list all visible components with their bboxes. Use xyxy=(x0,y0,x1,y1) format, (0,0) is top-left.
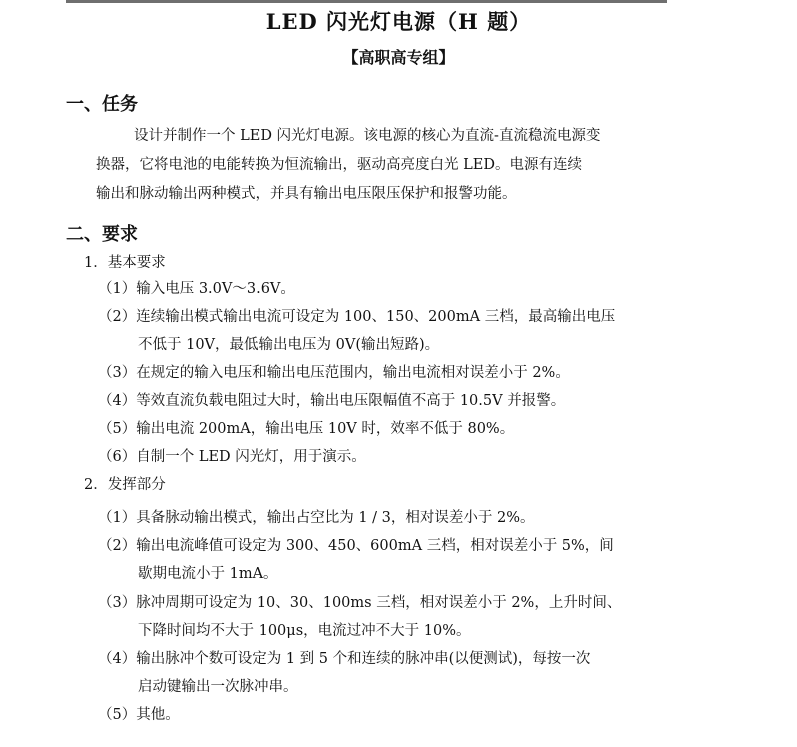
basic-item-2: （2）连续输出模式输出电流可设定为 100、150、200mA 三档，最高输出电压 xyxy=(98,309,616,325)
extended-item-4: （4）输出脉冲个数可设定为 1 到 5 个和连续的脉冲串(以便测试)，每按一次 xyxy=(98,651,591,667)
basic-item-1: （1）输入电压 3.0V～3.6V。 xyxy=(98,281,295,297)
task-line-1: 设计并制作一个 LED 闪光灯电源。该电源的核心为直流-直流稳流电源变 xyxy=(134,128,601,144)
extended-req-title: 2．发挥部分 xyxy=(84,477,166,493)
basic-req-title: 1．基本要求 xyxy=(84,255,166,271)
basic-item-6: （6）自制一个 LED 闪光灯，用于演示。 xyxy=(98,449,366,465)
extended-item-1: （1）具备脉动输出模式，输出占空比为 1 / 3，相对误差小于 2%。 xyxy=(98,510,535,526)
extended-item-2-cont: 歇期电流小于 1mA。 xyxy=(138,566,278,582)
section2-heading: 二、要求 xyxy=(66,224,138,245)
extended-item-4-cont: 启动键输出一次脉冲串。 xyxy=(138,679,298,695)
section1-heading: 一、任务 xyxy=(66,94,138,115)
basic-item-5: （5）输出电流 200mA，输出电压 10V 时，效率不低于 80%。 xyxy=(98,421,515,437)
extended-item-3-cont: 下降时间均不大于 100μs，电流过冲不大于 10%。 xyxy=(138,623,471,639)
extended-item-5: （5）其他。 xyxy=(98,707,180,723)
page-title: LED 闪光灯电源（H 题） xyxy=(265,9,532,34)
top-rule xyxy=(66,0,667,3)
extended-item-2: （2）输出电流峰值可设定为 300、450、600mA 三档，相对误差小于 5%，间 xyxy=(98,538,614,554)
basic-item-4: （4）等效直流负载电阻过大时，输出电压限幅值不高于 10.5V 并报警。 xyxy=(98,393,566,409)
basic-item-2-cont: 不低于 10V，最低输出电压为 0V(输出短路)。 xyxy=(138,337,440,353)
extended-item-3: （3）脉冲周期可设定为 10、30、100ms 三档，相对误差小于 2%，上升时间、 xyxy=(98,595,622,611)
page-subtitle: 【高职高专组】 xyxy=(342,48,455,67)
task-line-3: 输出和脉动输出两种模式，并具有输出电压限压保护和报警功能。 xyxy=(96,186,517,202)
basic-item-3: （3）在规定的输入电压和输出电压范围内，输出电流相对误差小于 2%。 xyxy=(98,365,570,381)
task-line-2: 换器，它将电池的电能转换为恒流输出，驱动高亮度白光 LED。电源有连续 xyxy=(96,157,582,173)
